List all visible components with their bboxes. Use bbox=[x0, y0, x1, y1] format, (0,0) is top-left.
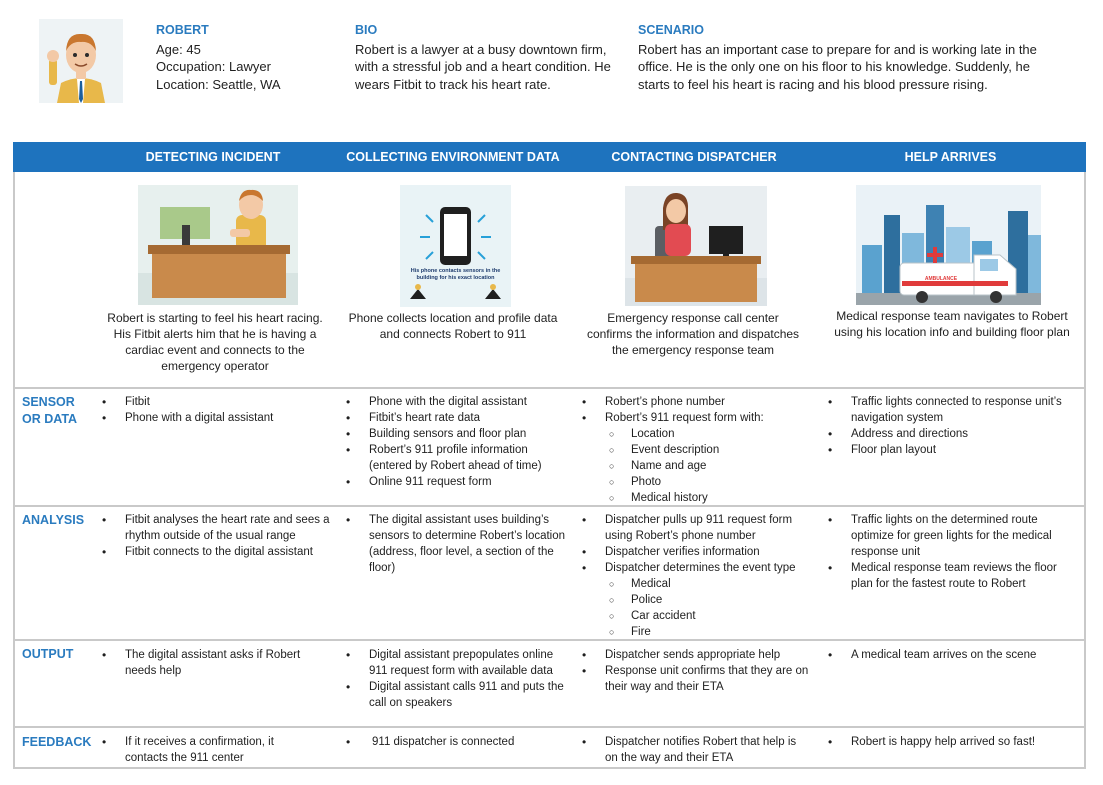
list-item: • Online 911 request form bbox=[343, 474, 569, 490]
robert-avatar-illustration bbox=[39, 19, 123, 103]
list-item: • Robert’s 911 profile information (entered by Robert ahead of time) bbox=[343, 442, 569, 474]
list-item-text: Robert’s 911 request form with: bbox=[605, 412, 764, 424]
sub-list-item: ○ Car accident bbox=[579, 608, 809, 624]
list-item: • Dispatcher notifies Robert that help is on the way and their ETA bbox=[579, 734, 809, 766]
list-item: • Building sensors and floor plan bbox=[343, 426, 569, 442]
row-divider bbox=[13, 726, 1086, 728]
persona-name: ROBERT bbox=[156, 23, 209, 37]
row-label-sensor bbox=[22, 394, 77, 428]
scenario-text: Robert has an important case to prepare for and is working late in the office. He is the only one on his floor to his knowledge. Suddenly, he starts to feel his heart is racing and his blood pressure rising. bbox=[638, 41, 1037, 92]
list-item: • The digital assistant uses building’s sensors to determine Robert’s location (address, floor level, a section of the floor) bbox=[343, 512, 569, 576]
stage-title-help: HELP ARRIVES bbox=[904, 150, 997, 164]
list-item: • Fitbit connects to the digital assistant bbox=[99, 544, 334, 560]
cell-sensor-detecting bbox=[99, 394, 334, 426]
list-item: • Response unit confirms that they are on their way and their ETA bbox=[579, 663, 809, 695]
cell-analysis-collecting bbox=[343, 512, 569, 576]
list-item: • The digital assistant asks if Robert needs help bbox=[99, 647, 334, 679]
cell-analysis-help bbox=[825, 512, 1077, 592]
cell-feedback-help bbox=[825, 734, 1077, 750]
row-divider bbox=[13, 639, 1086, 641]
list-item: • Dispatcher sends appropriate help bbox=[579, 647, 809, 663]
bio-text: Robert is a lawyer at a busy downtown firm, with a stressful job and a heart condition. He wears Fitbit to track his heart rate. bbox=[355, 41, 611, 92]
stage-title-collecting: COLLECTING ENVIRONMENT DATA bbox=[346, 150, 560, 164]
list-item: • Fitbit’s heart rate data bbox=[343, 410, 569, 426]
sub-list-item: ○ Location bbox=[579, 426, 809, 442]
sub-list-item: ○ Fire bbox=[579, 624, 809, 640]
bio-section bbox=[355, 22, 620, 93]
list-item: • A medical team arrives on the scene bbox=[825, 647, 1077, 663]
row-label-analysis: ANALYSIS bbox=[22, 513, 85, 527]
row-divider bbox=[13, 387, 1086, 389]
list-item: • Digital assistant calls 911 and puts the call on speakers bbox=[343, 679, 569, 711]
list-item: • Medical response team reviews the floor plan for the fastest route to Robert bbox=[825, 560, 1077, 592]
list-item: • Fitbit analyses the heart rate and sees a rhythm outside of the usual range bbox=[99, 512, 334, 544]
row-label-sensor-line2: OR DATA bbox=[22, 412, 78, 426]
cell-analysis-detecting bbox=[99, 512, 334, 560]
persona-occupation: Occupation: Lawyer bbox=[156, 59, 271, 74]
sub-list-item: ○ Police bbox=[579, 592, 809, 608]
row-label-sensor-line1: SENSOR bbox=[22, 395, 75, 409]
persona-summary bbox=[156, 22, 336, 93]
cell-sensor-help bbox=[825, 394, 1077, 458]
list-item: • Phone with the digital assistant bbox=[343, 394, 569, 410]
persona-age: Age: 45 bbox=[156, 41, 201, 57]
collecting-data-illustration bbox=[400, 185, 511, 307]
row-label-output: OUTPUT bbox=[22, 647, 74, 661]
sub-list-item: ○ Event description bbox=[579, 442, 809, 458]
caption-help: Medical response team navigates to Robert using his location info and building floor plan bbox=[834, 309, 1070, 339]
cell-feedback-detecting bbox=[99, 734, 334, 766]
scenario-section bbox=[638, 22, 1058, 93]
list-item: • Fitbit bbox=[99, 394, 334, 410]
scenario-heading: SCENARIO bbox=[638, 23, 704, 37]
bio-heading: BIO bbox=[355, 23, 378, 37]
list-item: • Address and directions bbox=[825, 426, 1077, 442]
list-item bbox=[579, 410, 809, 426]
cell-sensor-contacting bbox=[579, 394, 809, 506]
list-item: • Traffic lights connected to response unit’s navigation system bbox=[825, 394, 1077, 426]
list-item: • Robert is happy help arrived so fast! bbox=[825, 734, 1077, 750]
contacting-dispatcher-illustration bbox=[625, 186, 767, 306]
cell-sensor-collecting bbox=[343, 394, 569, 490]
caption-collecting: Phone collects location and profile data and connects Robert to 911 bbox=[348, 311, 558, 341]
cell-output-contacting bbox=[579, 647, 809, 695]
list-item: • Dispatcher determines the event type bbox=[579, 560, 809, 576]
cell-output-help bbox=[825, 647, 1077, 663]
row-label-feedback: FEEDBACK bbox=[22, 735, 92, 749]
sub-list-item: ○ Photo bbox=[579, 474, 809, 490]
cell-output-collecting bbox=[343, 647, 569, 711]
ambulance-label: AMBULANCE bbox=[924, 276, 958, 282]
phone-sensor-note: His phone contacts sensors in the building for his exact location bbox=[410, 268, 501, 281]
list-item: • Floor plan layout bbox=[825, 442, 1077, 458]
stage-title-detecting: DETECTING INCIDENT bbox=[145, 150, 281, 164]
list-item: • Dispatcher verifies information bbox=[579, 544, 809, 560]
stage-title-contacting: CONTACTING DISPATCHER bbox=[611, 150, 777, 164]
persona-location: Location: Seattle, WA bbox=[156, 76, 281, 92]
caption-contacting: Emergency response call center confirms the information and dispatches the emergency response team bbox=[586, 311, 800, 357]
detecting-incident-illustration bbox=[138, 185, 298, 305]
cell-feedback-collecting bbox=[343, 734, 569, 750]
sub-list-item: ○ Medical history bbox=[579, 490, 809, 506]
list-item: • Dispatcher pulls up 911 request form using Robert’s phone number bbox=[579, 512, 809, 544]
cell-output-detecting bbox=[99, 647, 334, 679]
sub-list-item: ○ Medical bbox=[579, 576, 809, 592]
cell-feedback-contacting bbox=[579, 734, 809, 766]
stage-header-bar bbox=[13, 142, 1086, 172]
help-arrives-illustration bbox=[856, 185, 1041, 305]
persona-avatar bbox=[39, 19, 123, 103]
sub-list-item: ○ Name and age bbox=[579, 458, 809, 474]
cell-analysis-contacting bbox=[579, 512, 809, 640]
list-item: • Phone with a digital assistant bbox=[99, 410, 334, 426]
list-item: • If it receives a confirmation, it contacts the 911 center bbox=[99, 734, 334, 766]
row-divider bbox=[13, 505, 1086, 507]
list-item: • Traffic lights on the determined route optimize for green lights for the medical response unit bbox=[825, 512, 1077, 560]
list-item: • Digital assistant prepopulates online 911 request form with available data bbox=[343, 647, 569, 679]
list-item: • 911 dispatcher is connected bbox=[343, 734, 569, 750]
caption-detecting: Robert is starting to feel his heart racing. His Fitbit alerts him that he is having a cardiac event and connects to the emergency operator bbox=[107, 311, 323, 373]
list-item: • Robert’s phone number bbox=[579, 394, 809, 410]
